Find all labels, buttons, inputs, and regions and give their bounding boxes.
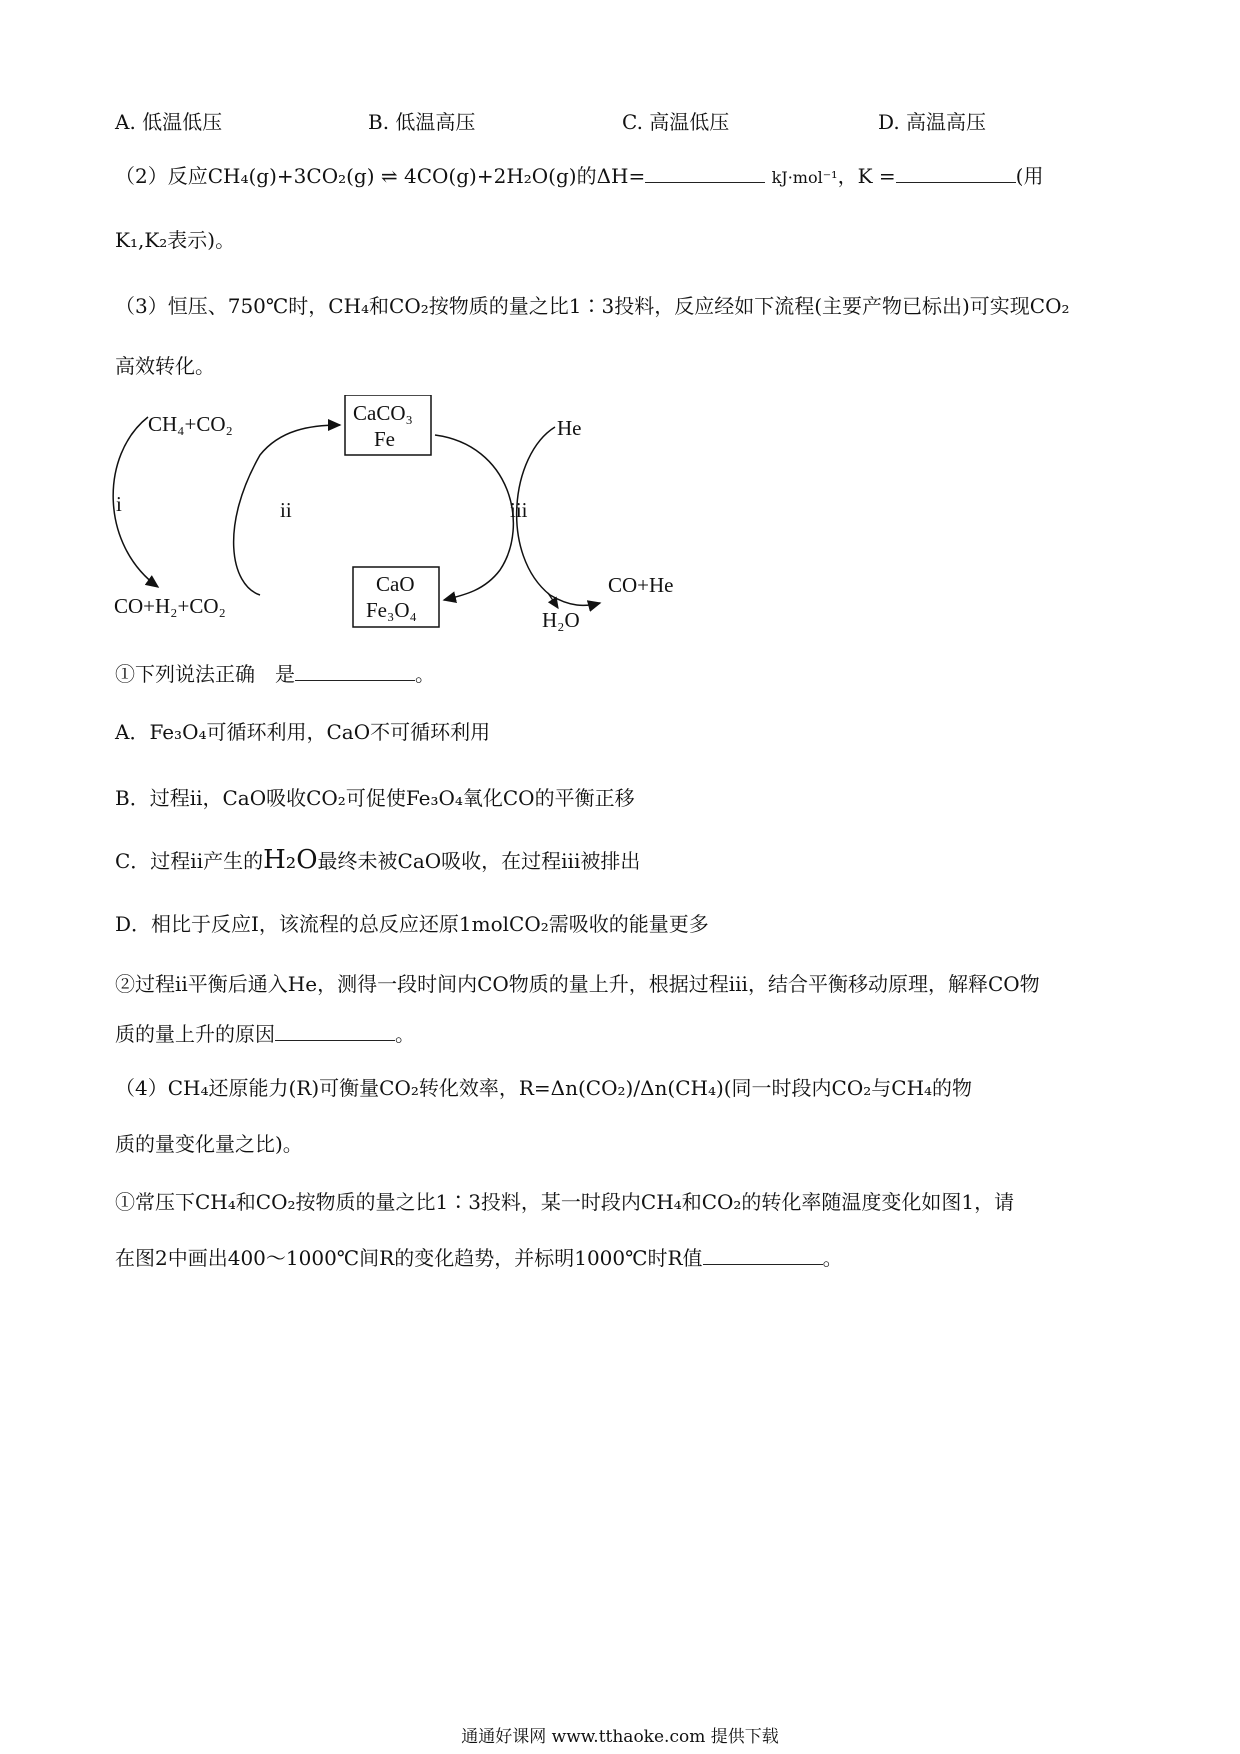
- q3-sub2-line1: ②过程ii平衡后通入He，测得一段时间内CO物质的量上升，根据过程iii，结合平衡移动原理，解释CO物: [115, 972, 1040, 996]
- q2-line2: K₁,K₂表示)。: [115, 228, 236, 252]
- q4-sub1-blank[interactable]: [703, 1244, 823, 1265]
- box-bottom-line1: CaO: [376, 572, 415, 596]
- product-water-label: H₂O: [542, 608, 580, 632]
- box-bottom-line2: Fe₃O₄: [366, 598, 417, 622]
- q3-intro: （3）恒压、750℃时，CH₄和CO₂按物质的量之比1∶3投料，反应经如下流程(主要产物已标出)可实现CO₂: [115, 294, 1070, 318]
- step-i-label: i: [116, 492, 122, 516]
- page-footer: 通通好课网 www.tthaoke.com 提供下载: [461, 1727, 779, 1747]
- step-iii-label: iii: [510, 498, 528, 522]
- box-top-line2: Fe: [374, 427, 395, 451]
- q2-equilibrium-sign: ⇌: [380, 164, 398, 188]
- q3-sub1-blank[interactable]: [295, 660, 415, 681]
- q4-sub1-text: 在图2中画出400～1000℃间R的变化趋势，并标明1000℃时R值: [115, 1246, 703, 1270]
- q2-prefix: （2）反应: [115, 164, 208, 188]
- he-label: He: [557, 416, 582, 440]
- q3-option-c-h2o: H₂O: [263, 845, 318, 875]
- q2-dh-label: 的ΔH=: [576, 164, 646, 188]
- q3-option-b: B．过程ii，CaO吸收CO₂可促使Fe₃O₄氧化CO的平衡正移: [115, 786, 635, 810]
- intermediate-label: CO+H₂+CO₂: [114, 594, 226, 618]
- q3-intro2: 高效转化。: [115, 354, 215, 378]
- q3-option-a: A．Fe₃O₄可循环利用，CaO不可循环利用: [115, 720, 491, 744]
- q2-reaction-lhs: CH₄(g)+3CO₂(g): [207, 164, 375, 188]
- q3-sub1-text: ①下列说法正确 是: [115, 662, 295, 686]
- box-top-line1: CaCO₃: [353, 401, 413, 425]
- q2-k-blank[interactable]: [896, 162, 1016, 183]
- product-gas-label: CO+He: [608, 573, 674, 597]
- step-iii-loop-arrow: [435, 435, 513, 600]
- q4-sub1-line1: ①常压下CH₄和CO₂按物质的量之比1∶3投料，某一时段内CH₄和CO₂的转化率随温度变化如图1，请: [115, 1190, 1015, 1214]
- q3-option-c-part2: 最终未被CaO吸收，在过程iii被排出: [317, 849, 641, 873]
- q2-unit: kJ·mol⁻¹: [771, 168, 838, 187]
- q4-sub1-line2: [115, 1244, 843, 1272]
- q2-reaction-rhs: 4CO(g)+2H₂O(g): [404, 164, 577, 188]
- q4-line1: （4）CH₄还原能力(R)可衡量CO₂转化效率，R=Δn(CO₂)/Δn(CH₄)(同一时段内CO₂与CH₄的物: [115, 1076, 973, 1100]
- he-inflow-arrow: [517, 427, 600, 605]
- q2-k-label: ，K =: [837, 164, 896, 188]
- q3-sub1-prompt: [115, 660, 435, 688]
- q3-sub2-line2: [115, 1020, 415, 1048]
- q2-line1: [115, 162, 1043, 192]
- step-ii-label: ii: [280, 498, 292, 522]
- q3-sub1-end: 。: [415, 662, 435, 686]
- q3-option-d: D．相比于反应I，该流程的总反应还原1molCO₂需吸收的能量更多: [115, 912, 709, 936]
- option-b: B. 低温高压: [368, 110, 476, 134]
- option-c: C. 高温低压: [622, 110, 730, 134]
- q3-sub2-blank[interactable]: [275, 1020, 395, 1041]
- q4-sub1-end: 。: [822, 1246, 843, 1270]
- option-d: D. 高温高压: [878, 110, 987, 134]
- q4-line2: 质的量变化量之比)。: [115, 1132, 303, 1156]
- water-out-arrow: [548, 593, 558, 608]
- q3-option-c: [115, 846, 640, 875]
- q3-sub2-text: 质的量上升的原因: [115, 1022, 275, 1046]
- q3-option-c-part1: C．过程ii产生的: [115, 849, 264, 873]
- q2-tail: (用: [1015, 164, 1044, 188]
- q2-dh-blank[interactable]: [645, 162, 765, 183]
- q3-sub2-end: 。: [395, 1022, 415, 1046]
- process-flow-diagram: [110, 395, 710, 645]
- feed-label: CH₄+CO₂: [148, 412, 233, 436]
- option-a: A. 低温低压: [115, 110, 223, 134]
